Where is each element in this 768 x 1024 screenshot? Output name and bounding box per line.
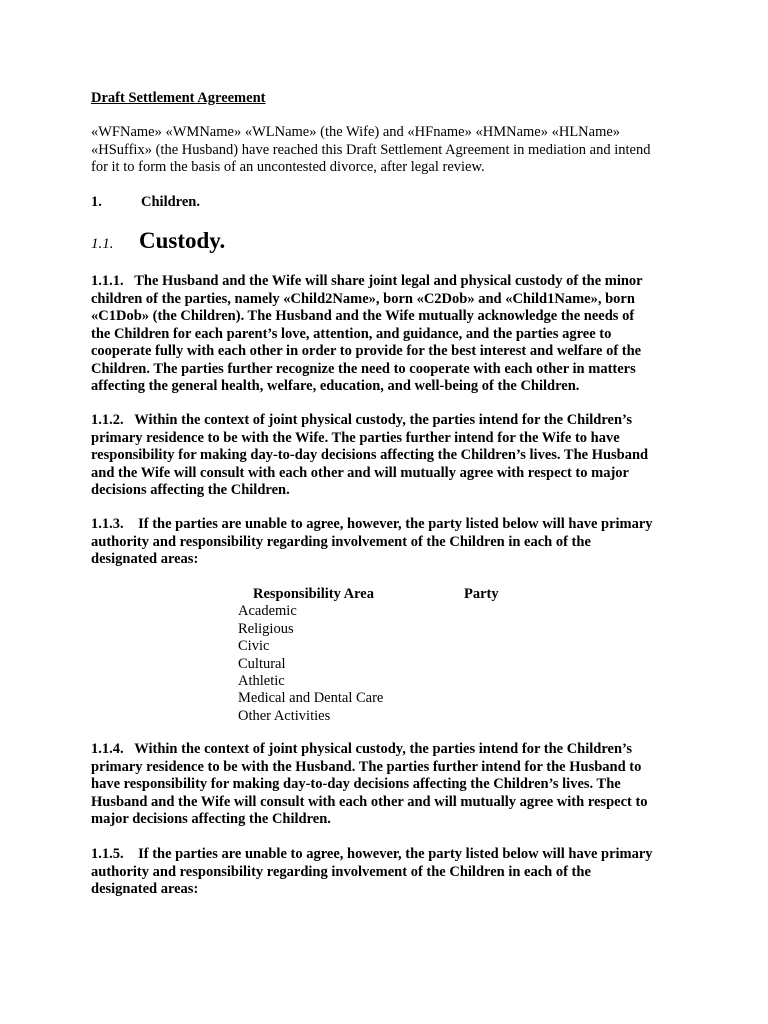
intro-line: for it to form the basis of an uncontested divorce, after legal review. — [91, 159, 485, 175]
column-header-party: Party — [464, 586, 499, 602]
paragraph-line: 1.1.5. If the parties are unable to agree, however, the party listed below will have primary — [91, 846, 653, 862]
paragraph-line: primary residence to be with the Husband. The parties further intend for the Husband to — [91, 758, 642, 775]
paragraph-1-1-1 — [91, 273, 691, 396]
paragraph-line: have responsibility for making day-to-day decisions affecting the Children’s lives. The — [91, 776, 621, 792]
table-row: Other Activities — [238, 707, 331, 724]
table-row: Academic — [238, 603, 297, 620]
paragraph-line: designated areas: — [91, 551, 199, 567]
document-title: Draft Settlement Agreement — [91, 90, 266, 106]
paragraph-line: 1.1.1. The Husband and the Wife will share joint legal and physical custody of the minor — [91, 273, 643, 289]
paragraph-line: 1.1.4. Within the context of joint physical custody, the parties intend for the Children’s — [91, 741, 632, 757]
paragraph-line: 1.1.2. Within the context of joint physical custody, the parties intend for the Children’s — [91, 412, 632, 428]
table-row: Religious — [238, 620, 294, 637]
section-number: 1.1. — [91, 236, 114, 252]
paragraph-line: Husband and the Wife will consult with each other and will mutually agree with respect to — [91, 793, 648, 810]
paragraph-1-1-2 — [91, 412, 691, 500]
table-row: Cultural — [238, 655, 286, 672]
intro-line: «WFName» «WMName» «WLName» (the Wife) and «HFname» «HMName» «HLName» — [91, 124, 621, 140]
paragraph-line: major decisions affecting the Children. — [91, 811, 331, 827]
paragraph-line: designated areas: — [91, 881, 199, 897]
paragraph-1-1-4 — [91, 741, 691, 829]
paragraph-line: «C1Dob» (the Children). The Husband and the Wife mutually acknowledge the needs of — [91, 308, 635, 324]
section-1-1-heading — [91, 228, 225, 254]
paragraph-line: 1.1.3. If the parties are unable to agree, however, the party listed below will have primary — [91, 516, 653, 532]
paragraph-1-1-5 — [91, 846, 691, 899]
table-row: Medical and Dental Care — [238, 690, 384, 707]
intro-line: «HSuffix» (the Husband) have reached this Draft Settlement Agreement in mediation and intend — [91, 141, 651, 158]
paragraph-line: children of the parties, namely «Child2Name», born «C2Dob» and «Child1Name», born — [91, 290, 635, 307]
section-title: Children. — [141, 194, 200, 210]
paragraph-line: responsibility for making day-to-day decisions affecting the Children’s lives. The Husband — [91, 447, 649, 463]
responsibility-table — [238, 586, 499, 725]
paragraph-line: the Children for each parent’s love, attention, and guidance, and the parties agree to — [91, 325, 612, 342]
paragraph-line: and the Wife will consult with each other and will mutually agree with respect to major — [91, 464, 629, 481]
paragraph-line: authority and responsibility regarding involvement of the Children in each of the — [91, 863, 591, 880]
section-title: Custody. — [139, 228, 226, 253]
section-1-heading — [91, 194, 200, 211]
paragraph-line: decisions affecting the Children. — [91, 482, 290, 498]
intro-paragraph — [91, 124, 691, 177]
table-header — [238, 586, 499, 603]
paragraph-line: Children. The parties further recognize the need to cooperate with each other in matters — [91, 360, 636, 377]
paragraph-line: cooperate fully with each other in order to provide for the best interest and welfare of the — [91, 343, 642, 359]
paragraph-line: primary residence to be with the Wife. The parties further intend for the Wife to have — [91, 429, 620, 446]
paragraph-line: authority and responsibility regarding involvement of the Children in each of the — [91, 533, 591, 550]
paragraph-1-1-3 — [91, 516, 691, 569]
table-row: Athletic — [238, 673, 285, 690]
column-header-responsibility-area: Responsibility Area — [253, 586, 374, 602]
section-number: 1. — [91, 194, 102, 210]
paragraph-line: affecting the general health, welfare, education, and well-being of the Children. — [91, 378, 580, 394]
table-row: Civic — [238, 638, 270, 655]
